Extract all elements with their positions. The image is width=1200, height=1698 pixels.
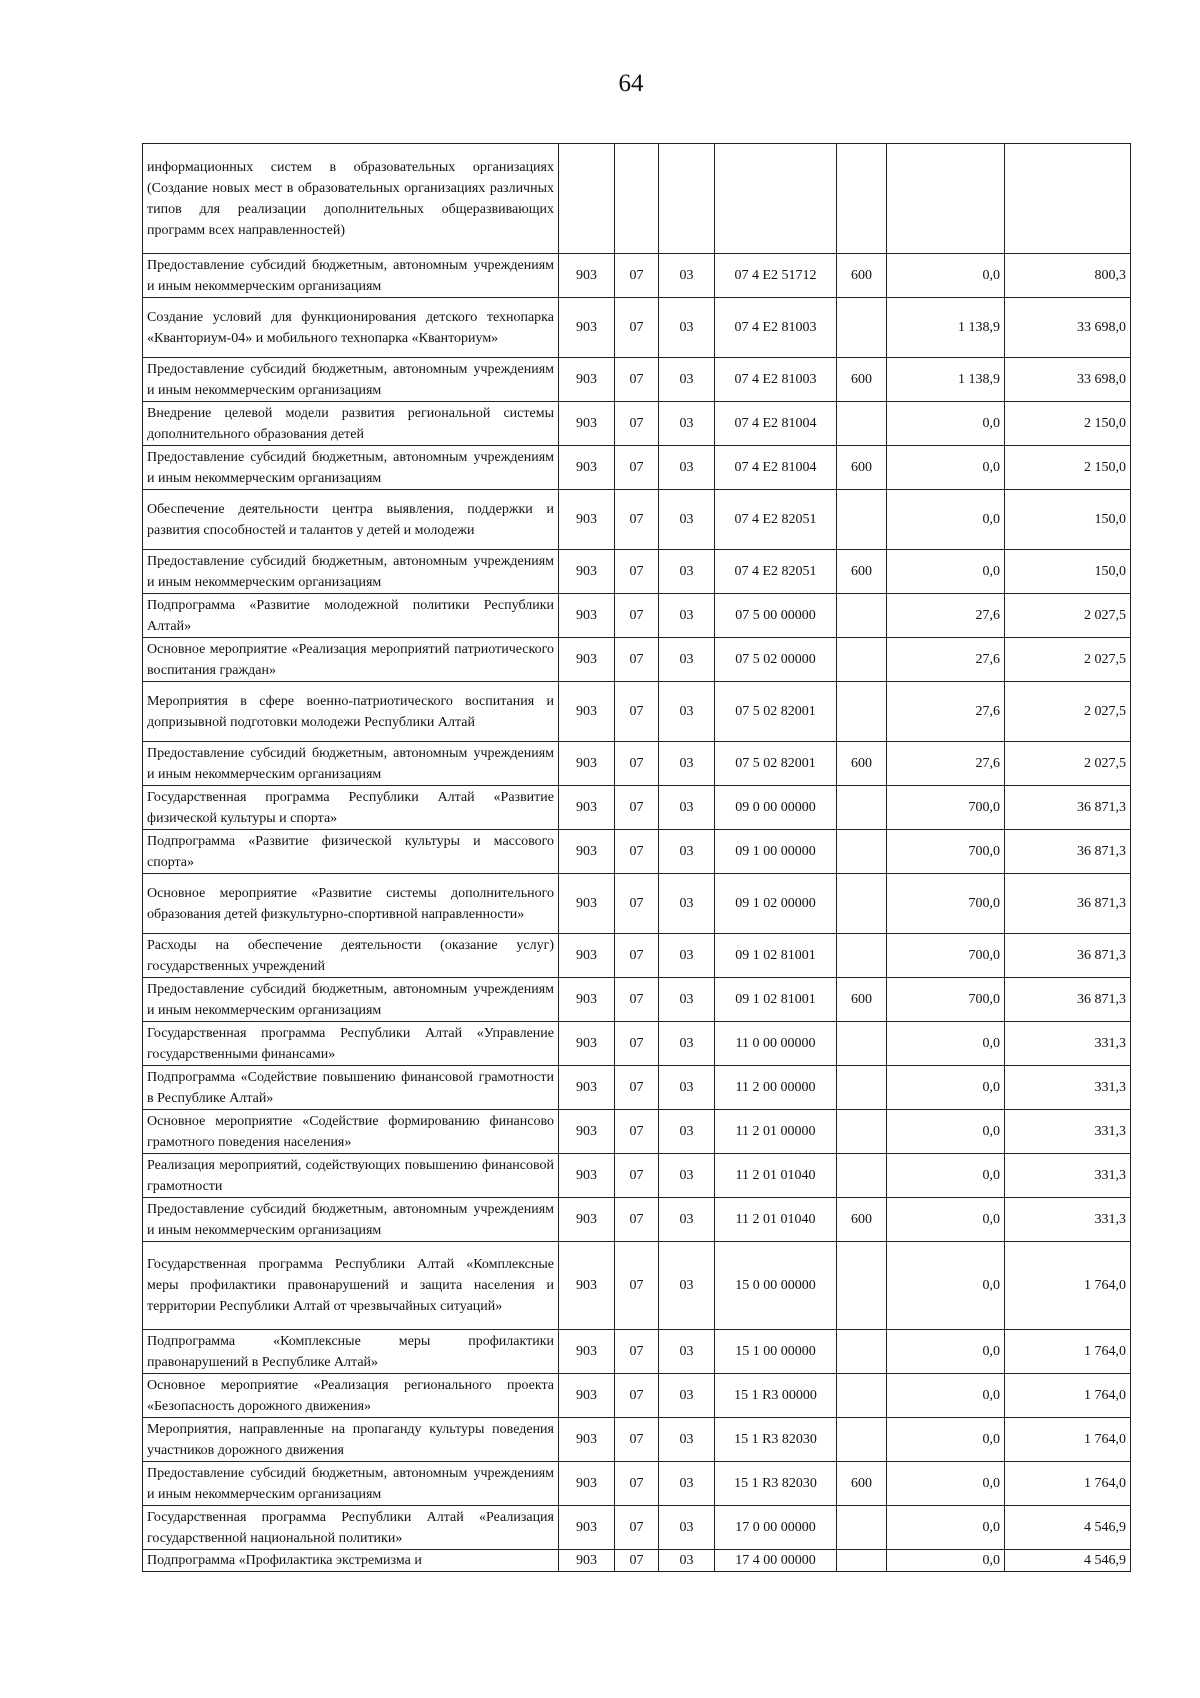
table-row — [143, 682, 1131, 742]
cell-owner-code: 903 — [559, 1374, 615, 1418]
cell-expense-type: 600 — [837, 742, 887, 786]
cell-section: 07 — [615, 358, 659, 402]
cell-amount-2023: 1 764,0 — [1005, 1242, 1131, 1330]
cell-amount-2022: 0,0 — [887, 1330, 1005, 1374]
cell-description: Предоставление субсидий бюджетным, автономным учреждениям и иным некоммерческим организациям — [143, 254, 559, 298]
cell-subsection: 03 — [659, 978, 715, 1022]
table-row — [143, 1198, 1131, 1242]
cell-description: Основное мероприятие «Реализация мероприятий патриотического воспитания граждан» — [143, 638, 559, 682]
cell-description: Внедрение целевой модели развития региональной системы дополнительного образования детей — [143, 402, 559, 446]
cell-amount-2023: 2 027,5 — [1005, 682, 1131, 742]
cell-target-article: 07 5 00 00000 — [715, 594, 837, 638]
cell-target-article: 07 4 E2 51712 — [715, 254, 837, 298]
cell-description: Основное мероприятие «Реализация регионального проекта «Безопасность дорожного движения» — [143, 1374, 559, 1418]
cell-section: 07 — [615, 638, 659, 682]
cell-amount-2023: 2 027,5 — [1005, 594, 1131, 638]
cell-subsection: 03 — [659, 1066, 715, 1110]
cell-section: 07 — [615, 1066, 659, 1110]
cell-section: 07 — [615, 1330, 659, 1374]
table-row — [143, 254, 1131, 298]
cell-expense-type — [837, 830, 887, 874]
cell-owner-code: 903 — [559, 682, 615, 742]
cell-section: 07 — [615, 446, 659, 490]
table-body — [143, 144, 1131, 1572]
cell-subsection: 03 — [659, 298, 715, 358]
cell-amount-2023: 331,3 — [1005, 1110, 1131, 1154]
cell-section: 07 — [615, 934, 659, 978]
cell-expense-type — [837, 1550, 887, 1572]
table-row — [143, 402, 1131, 446]
cell-amount-2022: 0,0 — [887, 1198, 1005, 1242]
cell-owner-code: 903 — [559, 1066, 615, 1110]
cell-description: Предоставление субсидий бюджетным, автономным учреждениям и иным некоммерческим организациям — [143, 446, 559, 490]
cell-description: Подпрограмма «Содействие повышению финансовой грамотности в Республике Алтай» — [143, 1066, 559, 1110]
cell-expense-type — [837, 594, 887, 638]
table-row — [143, 1110, 1131, 1154]
cell-description: Государственная программа Республики Алтай «Комплексные меры профилактики правонарушений и защита населения и территории Республики Алтай от чрезвычайных ситуаций» — [143, 1242, 559, 1330]
cell-owner-code: 903 — [559, 978, 615, 1022]
cell-amount-2023: 36 871,3 — [1005, 978, 1131, 1022]
cell-description: Предоставление субсидий бюджетным, автономным учреждениям и иным некоммерческим организациям — [143, 358, 559, 402]
table-row — [143, 1462, 1131, 1506]
cell-description: Государственная программа Республики Алтай «Реализация государственной национальной политики» — [143, 1506, 559, 1550]
cell-owner-code: 903 — [559, 490, 615, 550]
cell-section: 07 — [615, 742, 659, 786]
cell-amount-2023: 33 698,0 — [1005, 358, 1131, 402]
cell-expense-type: 600 — [837, 1462, 887, 1506]
cell-expense-type: 600 — [837, 978, 887, 1022]
cell-expense-type — [837, 638, 887, 682]
cell-subsection: 03 — [659, 638, 715, 682]
cell-target-article — [715, 144, 837, 254]
cell-target-article: 15 0 00 00000 — [715, 1242, 837, 1330]
cell-expense-type: 600 — [837, 550, 887, 594]
cell-description: Подпрограмма «Комплексные меры профилактики правонарушений в Республике Алтай» — [143, 1330, 559, 1374]
cell-amount-2023: 331,3 — [1005, 1066, 1131, 1110]
cell-description: Подпрограмма «Развитие физической культуры и массового спорта» — [143, 830, 559, 874]
cell-expense-type — [837, 1066, 887, 1110]
cell-description: Реализация мероприятий, содействующих повышению финансовой грамотности — [143, 1154, 559, 1198]
cell-amount-2023: 2 150,0 — [1005, 446, 1131, 490]
cell-expense-type — [837, 1506, 887, 1550]
cell-subsection: 03 — [659, 1330, 715, 1374]
cell-target-article: 09 1 02 81001 — [715, 978, 837, 1022]
table-row — [143, 1154, 1131, 1198]
cell-amount-2022: 27,6 — [887, 594, 1005, 638]
cell-target-article: 11 2 01 01040 — [715, 1198, 837, 1242]
cell-subsection: 03 — [659, 1110, 715, 1154]
cell-owner-code: 903 — [559, 874, 615, 934]
cell-section: 07 — [615, 1154, 659, 1198]
cell-expense-type — [837, 1110, 887, 1154]
cell-target-article: 15 1 R3 82030 — [715, 1418, 837, 1462]
cell-owner-code: 903 — [559, 1506, 615, 1550]
cell-section: 07 — [615, 254, 659, 298]
cell-expense-type: 600 — [837, 358, 887, 402]
cell-amount-2022: 0,0 — [887, 550, 1005, 594]
cell-amount-2023: 36 871,3 — [1005, 874, 1131, 934]
cell-owner-code: 903 — [559, 402, 615, 446]
cell-subsection: 03 — [659, 1154, 715, 1198]
cell-target-article: 07 4 E2 81003 — [715, 298, 837, 358]
cell-section: 07 — [615, 1110, 659, 1154]
table-row — [143, 550, 1131, 594]
cell-target-article: 09 0 00 00000 — [715, 786, 837, 830]
cell-amount-2023: 36 871,3 — [1005, 786, 1131, 830]
cell-amount-2022: 1 138,9 — [887, 298, 1005, 358]
cell-description: Предоставление субсидий бюджетным, автономным учреждениям и иным некоммерческим организациям — [143, 1198, 559, 1242]
cell-owner-code: 903 — [559, 830, 615, 874]
cell-amount-2022: 700,0 — [887, 934, 1005, 978]
cell-expense-type — [837, 682, 887, 742]
cell-expense-type — [837, 402, 887, 446]
cell-description: Подпрограмма «Профилактика экстремизма и — [143, 1550, 559, 1572]
cell-amount-2022: 700,0 — [887, 830, 1005, 874]
cell-owner-code: 903 — [559, 1198, 615, 1242]
cell-owner-code: 903 — [559, 254, 615, 298]
cell-amount-2022: 0,0 — [887, 1066, 1005, 1110]
table-row — [143, 594, 1131, 638]
cell-description: Мероприятия в сфере военно-патриотического воспитания и допризывной подготовки молодежи Республики Алтай — [143, 682, 559, 742]
cell-section: 07 — [615, 1462, 659, 1506]
table-row — [143, 298, 1131, 358]
cell-target-article: 07 4 E2 81003 — [715, 358, 837, 402]
cell-section: 07 — [615, 1198, 659, 1242]
cell-section: 07 — [615, 490, 659, 550]
cell-amount-2023: 4 546,9 — [1005, 1550, 1131, 1572]
cell-owner-code: 903 — [559, 1242, 615, 1330]
cell-section: 07 — [615, 1550, 659, 1572]
cell-subsection: 03 — [659, 446, 715, 490]
cell-section: 07 — [615, 298, 659, 358]
cell-target-article: 09 1 02 81001 — [715, 934, 837, 978]
cell-amount-2023: 150,0 — [1005, 550, 1131, 594]
table-row — [143, 1418, 1131, 1462]
cell-description: Предоставление субсидий бюджетным, автономным учреждениям и иным некоммерческим организациям — [143, 1462, 559, 1506]
table-row — [143, 1022, 1131, 1066]
table-row — [143, 446, 1131, 490]
cell-section: 07 — [615, 874, 659, 934]
cell-amount-2023: 2 027,5 — [1005, 638, 1131, 682]
cell-description: Предоставление субсидий бюджетным, автономным учреждениям и иным некоммерческим организациям — [143, 550, 559, 594]
cell-amount-2023: 331,3 — [1005, 1154, 1131, 1198]
cell-section: 07 — [615, 1418, 659, 1462]
cell-amount-2022: 0,0 — [887, 446, 1005, 490]
table-row — [143, 1550, 1131, 1572]
cell-amount-2022: 27,6 — [887, 742, 1005, 786]
cell-amount-2023: 36 871,3 — [1005, 934, 1131, 978]
cell-amount-2022: 0,0 — [887, 490, 1005, 550]
cell-owner-code: 903 — [559, 742, 615, 786]
table-row — [143, 742, 1131, 786]
cell-amount-2022: 0,0 — [887, 402, 1005, 446]
cell-expense-type — [837, 1242, 887, 1330]
cell-amount-2023: 1 764,0 — [1005, 1330, 1131, 1374]
cell-target-article: 07 4 E2 82051 — [715, 490, 837, 550]
cell-amount-2023: 33 698,0 — [1005, 298, 1131, 358]
cell-amount-2022: 0,0 — [887, 1550, 1005, 1572]
table-row — [143, 1242, 1131, 1330]
cell-owner-code: 903 — [559, 446, 615, 490]
cell-expense-type: 600 — [837, 254, 887, 298]
cell-subsection: 03 — [659, 786, 715, 830]
cell-amount-2023: 2 150,0 — [1005, 402, 1131, 446]
cell-subsection: 03 — [659, 874, 715, 934]
cell-target-article: 07 4 E2 81004 — [715, 402, 837, 446]
cell-amount-2022: 0,0 — [887, 1022, 1005, 1066]
cell-expense-type — [837, 874, 887, 934]
cell-section — [615, 144, 659, 254]
cell-description: Предоставление субсидий бюджетным, автономным учреждениям и иным некоммерческим организациям — [143, 978, 559, 1022]
cell-expense-type: 600 — [837, 446, 887, 490]
cell-amount-2022: 0,0 — [887, 1242, 1005, 1330]
cell-amount-2023: 1 764,0 — [1005, 1418, 1131, 1462]
cell-description: Основное мероприятие «Развитие системы дополнительного образования детей физкультурно-спортивной направленности» — [143, 874, 559, 934]
cell-target-article: 15 1 R3 00000 — [715, 1374, 837, 1418]
cell-subsection: 03 — [659, 1022, 715, 1066]
cell-amount-2022: 0,0 — [887, 254, 1005, 298]
cell-target-article: 09 1 02 00000 — [715, 874, 837, 934]
cell-subsection: 03 — [659, 682, 715, 742]
cell-target-article: 17 4 00 00000 — [715, 1550, 837, 1572]
cell-owner-code: 903 — [559, 934, 615, 978]
cell-owner-code: 903 — [559, 1462, 615, 1506]
cell-expense-type — [837, 786, 887, 830]
cell-subsection: 03 — [659, 742, 715, 786]
cell-owner-code: 903 — [559, 1154, 615, 1198]
cell-subsection: 03 — [659, 550, 715, 594]
cell-owner-code: 903 — [559, 594, 615, 638]
cell-amount-2022: 0,0 — [887, 1110, 1005, 1154]
cell-expense-type — [837, 144, 887, 254]
cell-amount-2022: 0,0 — [887, 1374, 1005, 1418]
cell-amount-2022: 700,0 — [887, 874, 1005, 934]
cell-owner-code: 903 — [559, 638, 615, 682]
cell-description: Подпрограмма «Развитие молодежной политики Республики Алтай» — [143, 594, 559, 638]
cell-subsection: 03 — [659, 402, 715, 446]
cell-expense-type: 600 — [837, 1198, 887, 1242]
cell-section: 07 — [615, 594, 659, 638]
cell-section: 07 — [615, 786, 659, 830]
cell-subsection: 03 — [659, 1374, 715, 1418]
cell-target-article: 09 1 00 00000 — [715, 830, 837, 874]
page-number: 64 — [618, 70, 644, 97]
table-row — [143, 978, 1131, 1022]
cell-amount-2023: 150,0 — [1005, 490, 1131, 550]
cell-owner-code: 903 — [559, 358, 615, 402]
cell-target-article: 07 5 02 00000 — [715, 638, 837, 682]
cell-amount-2023: 331,3 — [1005, 1022, 1131, 1066]
cell-owner-code: 903 — [559, 1330, 615, 1374]
cell-target-article: 07 4 E2 82051 — [715, 550, 837, 594]
table-row — [143, 638, 1131, 682]
table-row — [143, 874, 1131, 934]
cell-owner-code: 903 — [559, 1110, 615, 1154]
cell-amount-2022: 0,0 — [887, 1418, 1005, 1462]
cell-expense-type — [837, 1330, 887, 1374]
cell-description: Государственная программа Республики Алтай «Развитие физической культуры и спорта» — [143, 786, 559, 830]
cell-amount-2023: 800,3 — [1005, 254, 1131, 298]
cell-description: Государственная программа Республики Алтай «Управление государственными финансами» — [143, 1022, 559, 1066]
cell-target-article: 07 4 E2 81004 — [715, 446, 837, 490]
cell-owner-code: 903 — [559, 1550, 615, 1572]
cell-amount-2023: 4 546,9 — [1005, 1506, 1131, 1550]
cell-amount-2023: 36 871,3 — [1005, 830, 1131, 874]
cell-subsection: 03 — [659, 490, 715, 550]
cell-amount-2022: 700,0 — [887, 786, 1005, 830]
budget-table — [142, 143, 1131, 1572]
cell-subsection: 03 — [659, 1550, 715, 1572]
cell-description: Обеспечение деятельности центра выявления, поддержки и развития способностей и талантов у детей и молодежи — [143, 490, 559, 550]
cell-subsection: 03 — [659, 594, 715, 638]
cell-expense-type — [837, 298, 887, 358]
cell-section: 07 — [615, 1506, 659, 1550]
cell-target-article: 07 5 02 82001 — [715, 742, 837, 786]
cell-amount-2023: 1 764,0 — [1005, 1462, 1131, 1506]
cell-subsection: 03 — [659, 358, 715, 402]
table-row — [143, 490, 1131, 550]
cell-amount-2023 — [1005, 144, 1131, 254]
table-row — [143, 1506, 1131, 1550]
cell-subsection: 03 — [659, 254, 715, 298]
cell-section: 07 — [615, 402, 659, 446]
cell-amount-2022 — [887, 144, 1005, 254]
cell-subsection — [659, 144, 715, 254]
cell-target-article: 11 2 01 00000 — [715, 1110, 837, 1154]
cell-target-article: 15 1 R3 82030 — [715, 1462, 837, 1506]
cell-description: Мероприятия, направленные на пропаганду культуры поведения участников дорожного движения — [143, 1418, 559, 1462]
cell-owner-code — [559, 144, 615, 254]
cell-amount-2022: 27,6 — [887, 638, 1005, 682]
cell-amount-2022: 0,0 — [887, 1506, 1005, 1550]
cell-target-article: 17 0 00 00000 — [715, 1506, 837, 1550]
cell-amount-2022: 0,0 — [887, 1154, 1005, 1198]
cell-section: 07 — [615, 830, 659, 874]
cell-subsection: 03 — [659, 1198, 715, 1242]
cell-amount-2022: 1 138,9 — [887, 358, 1005, 402]
cell-target-article: 11 2 01 01040 — [715, 1154, 837, 1198]
cell-amount-2023: 2 027,5 — [1005, 742, 1131, 786]
cell-description: Основное мероприятие «Содействие формированию финансово грамотного поведения населения» — [143, 1110, 559, 1154]
cell-subsection: 03 — [659, 1418, 715, 1462]
table-row — [143, 786, 1131, 830]
cell-expense-type — [837, 1022, 887, 1066]
cell-description: Предоставление субсидий бюджетным, автономным учреждениям и иным некоммерческим организациям — [143, 742, 559, 786]
cell-target-article: 11 0 00 00000 — [715, 1022, 837, 1066]
cell-section: 07 — [615, 1022, 659, 1066]
cell-description: Расходы на обеспечение деятельности (оказание услуг) государственных учреждений — [143, 934, 559, 978]
cell-expense-type — [837, 490, 887, 550]
cell-subsection: 03 — [659, 1242, 715, 1330]
cell-amount-2022: 700,0 — [887, 978, 1005, 1022]
cell-section: 07 — [615, 682, 659, 742]
cell-owner-code: 903 — [559, 1418, 615, 1462]
cell-section: 07 — [615, 978, 659, 1022]
cell-expense-type — [837, 934, 887, 978]
table-row — [143, 1374, 1131, 1418]
cell-amount-2022: 0,0 — [887, 1462, 1005, 1506]
cell-owner-code: 903 — [559, 298, 615, 358]
cell-expense-type — [837, 1418, 887, 1462]
table-row — [143, 934, 1131, 978]
cell-expense-type — [837, 1154, 887, 1198]
cell-target-article: 11 2 00 00000 — [715, 1066, 837, 1110]
cell-subsection: 03 — [659, 934, 715, 978]
table-row — [143, 358, 1131, 402]
cell-amount-2023: 1 764,0 — [1005, 1374, 1131, 1418]
cell-owner-code: 903 — [559, 1022, 615, 1066]
cell-subsection: 03 — [659, 1462, 715, 1506]
cell-expense-type — [837, 1374, 887, 1418]
table-row — [143, 1066, 1131, 1110]
cell-target-article: 07 5 02 82001 — [715, 682, 837, 742]
cell-description: Создание условий для функционирования детского технопарка «Кванториум-04» и мобильного технопарка «Кванториум» — [143, 298, 559, 358]
table-row — [143, 1330, 1131, 1374]
table-row — [143, 144, 1131, 254]
cell-owner-code: 903 — [559, 786, 615, 830]
cell-section: 07 — [615, 1242, 659, 1330]
cell-amount-2023: 331,3 — [1005, 1198, 1131, 1242]
cell-section: 07 — [615, 550, 659, 594]
cell-description: информационных систем в образовательных организациях (Создание новых мест в образовательных организациях различных типов для реализации дополнительных общеразвивающих программ всех направленностей) — [143, 144, 559, 254]
cell-amount-2022: 27,6 — [887, 682, 1005, 742]
cell-target-article: 15 1 00 00000 — [715, 1330, 837, 1374]
cell-section: 07 — [615, 1374, 659, 1418]
cell-owner-code: 903 — [559, 550, 615, 594]
table-row — [143, 830, 1131, 874]
cell-subsection: 03 — [659, 1506, 715, 1550]
cell-subsection: 03 — [659, 830, 715, 874]
